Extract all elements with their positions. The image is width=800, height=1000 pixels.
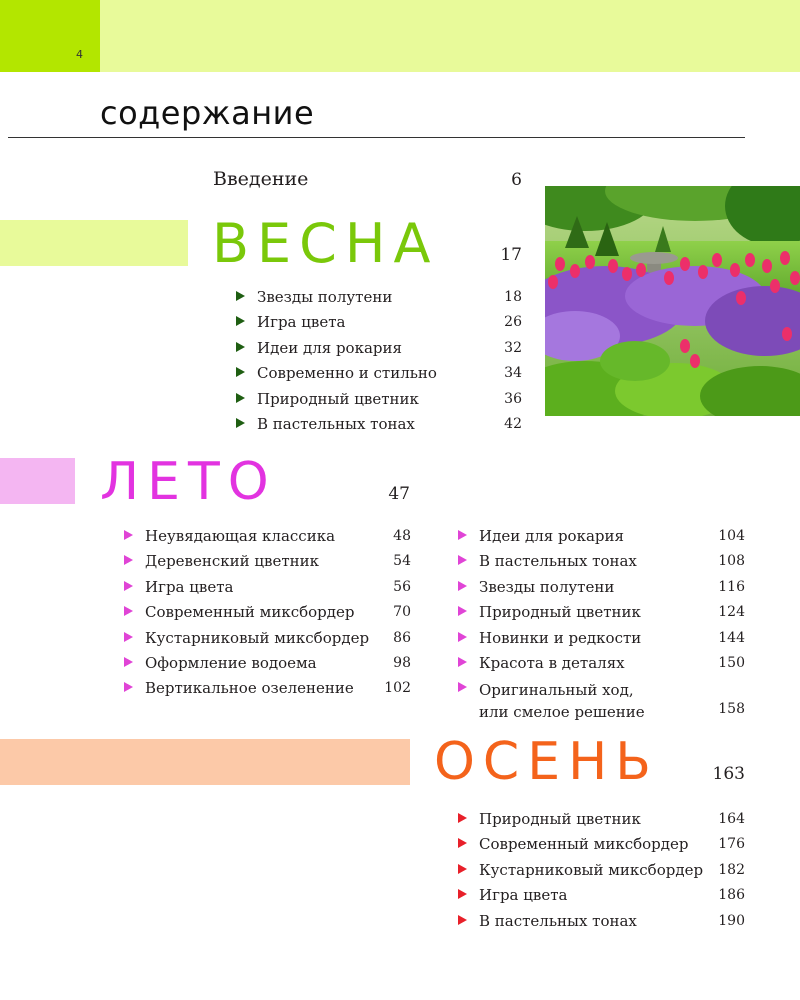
triangle-arrow-icon (124, 555, 133, 565)
toc-item[interactable]: Игра цвета 26 (236, 313, 522, 338)
autumn-list (458, 810, 745, 937)
toc-item[interactable]: Современный миксбордер 70 (124, 603, 411, 628)
triangle-arrow-icon (236, 342, 245, 352)
summer-list-left (124, 527, 411, 705)
toc-item[interactable]: Новинки и редкости 144 (458, 629, 745, 654)
toc-item[interactable]: Игра цвета 56 (124, 578, 411, 603)
summer-list-right (458, 527, 745, 723)
toc-item[interactable]: Современно и стильно 34 (236, 364, 522, 389)
spring-title[interactable]: ВЕСНА (212, 212, 439, 275)
toc-item[interactable]: Современный миксбордер 176 (458, 835, 745, 860)
toc-item[interactable]: Деревенский цветник 54 (124, 552, 411, 577)
intro-label[interactable]: Введение (213, 168, 309, 190)
summer-bar (0, 458, 75, 504)
page-number: 4 (76, 48, 83, 61)
garden-photo (545, 186, 800, 416)
title-divider (8, 137, 745, 138)
spring-list (236, 288, 522, 440)
triangle-arrow-icon (458, 555, 467, 565)
toc-item[interactable]: Идеи для рокария 32 (236, 339, 522, 364)
triangle-arrow-icon (124, 581, 133, 591)
triangle-arrow-icon (124, 530, 133, 540)
triangle-arrow-icon (124, 606, 133, 616)
toc-item[interactable]: Звезды полутени 18 (236, 288, 522, 313)
triangle-arrow-icon (458, 606, 467, 616)
toc-item[interactable]: Кустарниковый миксбордер 182 (458, 861, 745, 886)
triangle-arrow-icon (458, 864, 467, 874)
toc-item[interactable]: Неувядающая классика 48 (124, 527, 411, 552)
spring-bar (0, 220, 188, 266)
toc-item[interactable]: Природный цветник 164 (458, 810, 745, 835)
triangle-arrow-icon (236, 367, 245, 377)
triangle-arrow-icon (458, 632, 467, 642)
triangle-arrow-icon (236, 291, 245, 301)
triangle-arrow-icon (458, 530, 467, 540)
spring-page: 17 (500, 245, 522, 265)
toc-item[interactable]: В пастельных тонах 42 (236, 415, 522, 440)
triangle-arrow-icon (124, 657, 133, 667)
toc-item[interactable]: Природный цветник 124 (458, 603, 745, 628)
toc-item[interactable]: Оформление водоема 98 (124, 654, 411, 679)
autumn-bar (0, 739, 410, 785)
toc-item[interactable]: Идеи для рокария 104 (458, 527, 745, 552)
toc-item[interactable]: Оригинальный ход, или смелое решение 158 (458, 679, 745, 723)
page-title: содержание (100, 94, 315, 132)
toc-item-line1: Оригинальный ход, (479, 681, 634, 700)
header-accent-block (0, 0, 100, 72)
toc-item[interactable]: В пастельных тонах 108 (458, 552, 745, 577)
triangle-arrow-icon (124, 682, 133, 692)
toc-item[interactable]: Игра цвета 186 (458, 886, 745, 911)
triangle-arrow-icon (458, 889, 467, 899)
triangle-arrow-icon (124, 632, 133, 642)
toc-item-line2: или смелое решение (479, 703, 645, 722)
triangle-arrow-icon (458, 682, 467, 692)
toc-item[interactable]: Кустарниковый миксбордер 86 (124, 629, 411, 654)
header-bar (100, 0, 800, 72)
summer-page: 47 (388, 484, 410, 504)
autumn-page: 163 (712, 764, 745, 784)
triangle-arrow-icon (236, 393, 245, 403)
toc-item[interactable]: Вертикальное озеленение 102 (124, 679, 411, 704)
triangle-arrow-icon (236, 418, 245, 428)
triangle-arrow-icon (458, 915, 467, 925)
summer-title[interactable]: ЛЕТО (100, 452, 277, 512)
toc-item[interactable]: Природный цветник 36 (236, 390, 522, 415)
toc-item[interactable]: Красота в деталях 150 (458, 654, 745, 679)
toc-item[interactable]: Звезды полутени 116 (458, 578, 745, 603)
toc-item[interactable]: В пастельных тонах 190 (458, 912, 745, 937)
triangle-arrow-icon (458, 813, 467, 823)
triangle-arrow-icon (458, 581, 467, 591)
triangle-arrow-icon (458, 838, 467, 848)
autumn-title[interactable]: ОСЕНЬ (434, 732, 659, 792)
intro-page: 6 (511, 170, 522, 190)
triangle-arrow-icon (458, 657, 467, 667)
triangle-arrow-icon (236, 316, 245, 326)
